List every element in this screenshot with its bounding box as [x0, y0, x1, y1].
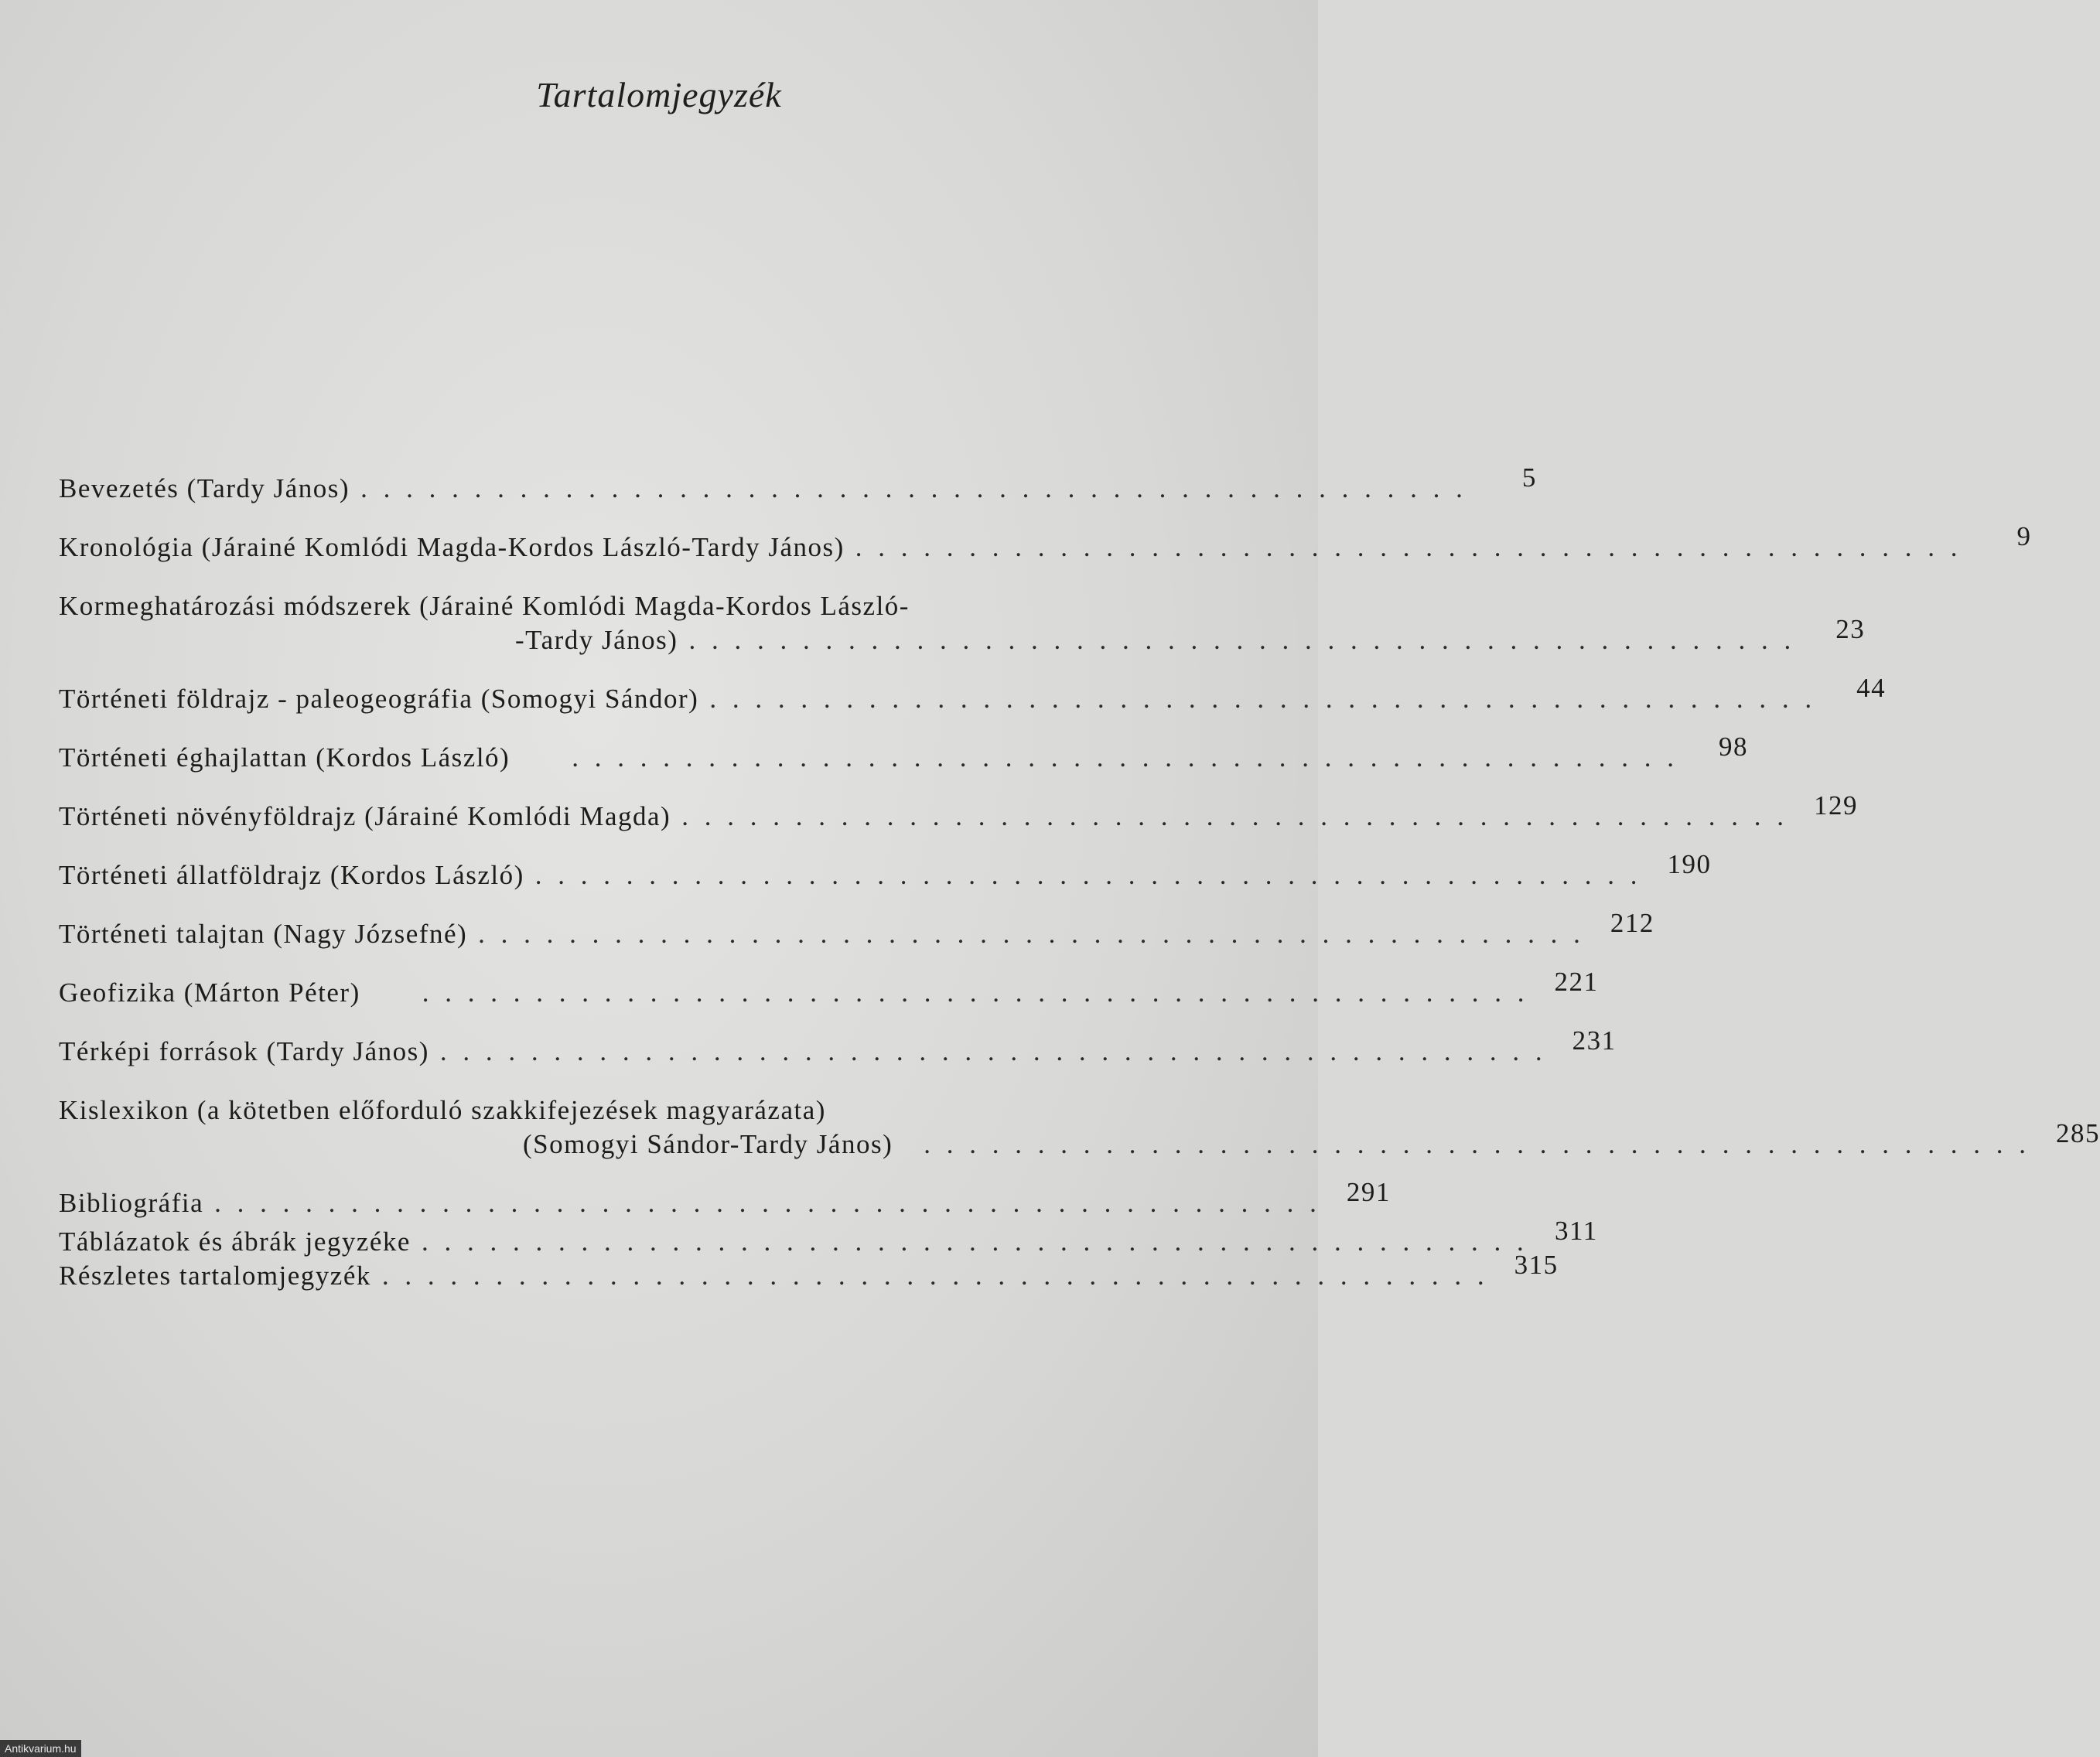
toc-entry-geofizika	[59, 967, 1599, 1010]
toc-entry-bevezetes	[59, 462, 1537, 506]
toc-entry-kislexikon	[59, 1093, 2100, 1162]
toc-entry-title: Táblázatok és ábrák jegyzéke	[59, 1226, 411, 1257]
toc-entry-terkepi-forrasok	[59, 1025, 1617, 1069]
toc-page-number: 190	[1667, 849, 1712, 879]
toc-entry-kronologia	[59, 521, 2032, 565]
toc-entry-talajtan	[59, 908, 1654, 951]
leader-dots: . . . . . . . . . . . . . . . . . . . . . . . . . . . . . . . . . . . . . . . . . . . . . . . . .	[421, 1226, 1528, 1257]
leader-dots: . . . . . . . . . . . . . . . . . . . . . . . . . . . . . . . . . . . . . . . . . . . . . . . . .	[924, 1129, 2030, 1159]
toc-page-number: 98	[1718, 732, 1748, 762]
toc-entry-title-continued: -Tardy János)	[515, 625, 678, 655]
toc-entry-title: Történeti földrajz - paleogeográfia (Somogyi Sándor)	[59, 684, 699, 714]
toc-entry-title: Bibliográfia	[59, 1188, 204, 1218]
toc-page-number: 129	[1813, 790, 1858, 821]
leader-dots: . . . . . . . . . . . . . . . . . . . . . . . . . . . . . . . . . . . . . . . . . . . . . . . . .	[709, 684, 1817, 714]
leader-dots: . . . . . . . . . . . . . . . . . . . . . . . . . . . . . . . . . . . . . . . . . . . . . . . . .	[422, 977, 1529, 1008]
leader-dots: . . . . . . . . . . . . . . . . . . . . . . . . . . . . . . . . . . . . . . . . . . . . . . . . .	[214, 1188, 1321, 1218]
toc-entry-title: Bevezetés (Tardy János)	[59, 473, 350, 503]
toc-page-number: 221	[1554, 967, 1599, 997]
toc-page-number: 311	[1555, 1216, 1598, 1246]
toc-entry-allatfoldrajz	[59, 849, 1712, 892]
table-of-contents	[59, 462, 2100, 1293]
toc-page-number: 23	[1835, 614, 1866, 644]
page-title: Tartalomjegyzék	[536, 75, 782, 114]
toc-entry-novenyfoldrajz	[59, 790, 1858, 834]
toc-page-number: 291	[1346, 1177, 1391, 1207]
toc-entry-kormeghatarozas	[59, 589, 1866, 657]
watermark-label: Antikvarium.hu	[0, 1740, 81, 1757]
toc-entry-title: Történeti éghajlattan (Kordos László)	[59, 742, 510, 773]
toc-entry-reszletes	[59, 1250, 1559, 1293]
toc-entry-title: Térképi források (Tardy János)	[59, 1036, 429, 1066]
toc-page-number: 315	[1514, 1250, 1559, 1280]
toc-page-number: 212	[1610, 908, 1654, 938]
toc-entry-foldrajz	[59, 673, 1887, 716]
leader-dots: . . . . . . . . . . . . . . . . . . . . . . . . . . . . . . . . . . . . . . . . . . . . . . . . .	[381, 1261, 1489, 1291]
toc-page-number: 44	[1856, 673, 1887, 703]
leader-dots: . . . . . . . . . . . . . . . . . . . . . . . . . . . . . . . . . . . . . . . . . . . . . . . . .	[855, 532, 1962, 562]
toc-entry-title: Részletes tartalomjegyzék	[59, 1261, 371, 1291]
toc-page-number: 285	[2056, 1118, 2100, 1148]
leader-dots: . . . . . . . . . . . . . . . . . . . . . . . . . . . . . . . . . . . . . . . . . . . . . . . . .	[439, 1036, 1547, 1066]
toc-entry-title: Történeti állatföldrajz (Kordos László)	[59, 860, 524, 890]
leader-dots: . . . . . . . . . . . . . . . . . . . . . . . . . . . . . . . . . . . . . . . . . . . . . . . . .	[681, 801, 1788, 831]
toc-entry-title: Kislexikon (a kötetben előforduló szakkifejezések magyarázata)	[59, 1095, 826, 1125]
toc-entry-eghajlattan	[59, 732, 1748, 775]
toc-entry-title: Történeti talajtan (Nagy Józsefné)	[59, 919, 468, 949]
toc-page-number: 9	[2016, 521, 2032, 551]
toc-entry-title: Geofizika (Márton Péter)	[59, 977, 360, 1008]
toc-entry-title: Kronológia (Járainé Komlódi Magda-Kordos László-Tardy János)	[59, 532, 845, 562]
leader-dots: . . . . . . . . . . . . . . . . . . . . . . . . . . . . . . . . . . . . . . . . . . . . . . . . .	[688, 625, 1796, 655]
leader-dots: . . . . . . . . . . . . . . . . . . . . . . . . . . . . . . . . . . . . . . . . . . . . . . . . .	[572, 742, 1678, 773]
toc-page-number: 231	[1572, 1025, 1617, 1056]
leader-dots: . . . . . . . . . . . . . . . . . . . . . . . . . . . . . . . . . . . . . . . . . . . . . . . . .	[360, 473, 1467, 503]
toc-entry-title: Kormeghatározási módszerek (Járainé Komlódi Magda-Kordos László-	[59, 591, 910, 621]
toc-entry-tablazatok	[59, 1216, 1598, 1259]
leader-dots: . . . . . . . . . . . . . . . . . . . . . . . . . . . . . . . . . . . . . . . . . . . . . . . . .	[478, 919, 1585, 949]
toc-entry-title-continued: (Somogyi Sándor-Tardy János)	[523, 1129, 893, 1159]
toc-entry-bibliografia	[59, 1177, 1391, 1220]
toc-page-number: 5	[1521, 462, 1537, 493]
leader-dots: . . . . . . . . . . . . . . . . . . . . . . . . . . . . . . . . . . . . . . . . . . . . . . . . .	[534, 860, 1642, 890]
toc-entry-title: Történeti növényföldrajz (Járainé Komlódi Magda)	[59, 801, 671, 831]
